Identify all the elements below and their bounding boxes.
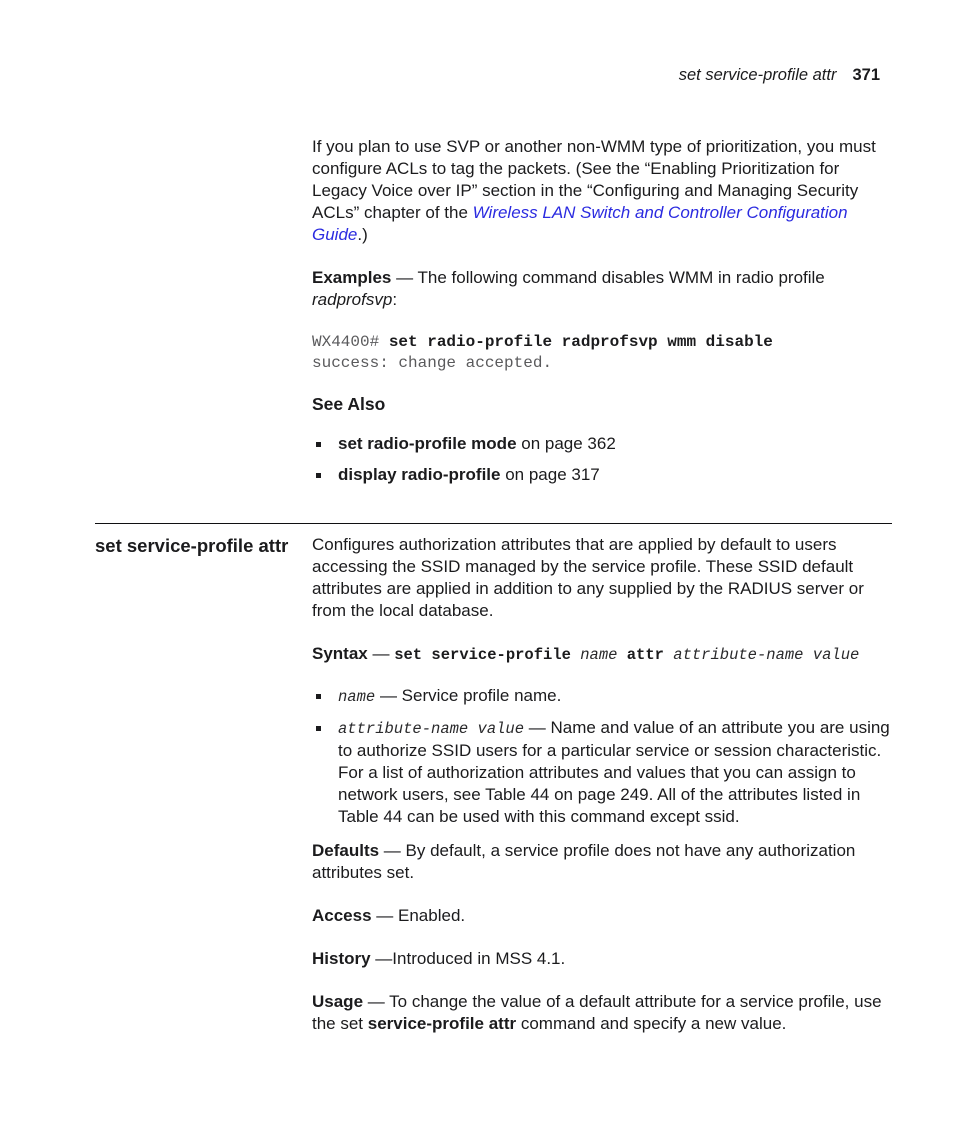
- parameter-description: Service profile name.: [401, 686, 562, 705]
- bullet-icon: [316, 473, 321, 478]
- referenced-command[interactable]: display radio-profile: [338, 465, 501, 484]
- parameter-dash: —: [375, 686, 402, 705]
- usage-label: Usage: [312, 992, 364, 1011]
- section-divider: [95, 523, 892, 524]
- syntax-keyword: attr: [626, 646, 674, 664]
- see-also-heading: See Also: [312, 394, 386, 414]
- bullet-icon: [316, 726, 321, 731]
- see-also-list: [312, 433, 892, 486]
- intro-text-end: .): [357, 225, 368, 244]
- parameter-definition: [338, 717, 892, 828]
- usage-paragraph: [312, 991, 892, 1035]
- see-also-reference: [338, 464, 892, 486]
- usage-text: — To change the value of a default attribute for a service profile, use the set: [312, 992, 882, 1033]
- command-heading: set service-profile attr: [95, 535, 289, 556]
- intro-paragraph: [312, 136, 892, 246]
- see-also-reference: [338, 433, 892, 455]
- parameter-description: Name and value of an attribute you are using to authorize SSID users for a particular service or session characteristic. For a list of authorization attributes and values that you can assign to network users, see Table 44 on page 249. All of the attributes listed in Table 44 can be used with this command except ssid.: [338, 718, 890, 826]
- usage-text-end: command and specify a new value.: [516, 1014, 787, 1033]
- defaults-label: Defaults: [312, 841, 380, 860]
- examples-label: Examples: [312, 268, 392, 287]
- command-detail-column: [312, 534, 892, 1056]
- list-item: [312, 433, 892, 455]
- syntax-variable: name: [580, 646, 627, 664]
- syntax-variable: attribute-name value: [673, 646, 860, 664]
- syntax-dash: —: [367, 644, 395, 663]
- referenced-command[interactable]: set radio-profile mode: [338, 434, 517, 453]
- access-paragraph: [312, 905, 892, 927]
- parameter-definition: [338, 685, 892, 708]
- access-label: Access: [312, 906, 372, 925]
- defaults-paragraph: [312, 840, 892, 884]
- access-text: — Enabled.: [371, 906, 466, 925]
- usage-command: service-profile attr: [367, 1014, 517, 1033]
- history-text: —Introduced in MSS 4.1.: [370, 949, 566, 968]
- list-item: [312, 717, 892, 828]
- cli-command: set radio-profile radprofsvp wmm disable: [388, 333, 773, 351]
- intro-text: If you plan to use SVP or another non-WMM type of prioritization, you must configure ACLs to tag the packets. (See the “Enabling Prioritization for Legacy Voice over IP” section in the “Configuring and Managing Security ACLs” chapter of the: [312, 137, 876, 222]
- cli-output-line: success: change accepted.: [312, 354, 553, 372]
- parameter-dash: —: [524, 718, 551, 737]
- cli-command-line: [312, 332, 892, 353]
- command-section: [95, 534, 892, 1056]
- history-label: History: [312, 949, 371, 968]
- command-heading-column: [95, 534, 312, 1056]
- syntax-keyword: set service-profile: [394, 646, 581, 664]
- cli-prompt: WX4400#: [312, 333, 389, 351]
- bullet-icon: [316, 694, 321, 699]
- examples-profile-name: radprofsvp: [312, 290, 393, 309]
- list-item: [312, 685, 892, 708]
- running-title: set service-profile attr: [678, 66, 837, 84]
- cli-example-block: [312, 332, 892, 374]
- examples-text: The following command disables WMM in radio profile: [417, 268, 825, 287]
- previous-section-continuation: [312, 136, 892, 495]
- history-paragraph: [312, 948, 892, 970]
- reference-page: on page 317: [500, 465, 600, 484]
- examples-colon: :: [392, 290, 398, 309]
- parameter-name: name: [338, 688, 376, 706]
- command-description: Configures authorization attributes that are applied by default to users accessing the SSID managed by the service profile. These SSID default attributes are applied in addition to any supplied by the RADIUS server or from the local database.: [312, 535, 864, 620]
- parameter-name: attribute-name value: [338, 720, 525, 738]
- reference-page: on page 362: [516, 434, 616, 453]
- page-number: 371: [852, 66, 880, 84]
- examples-dash: —: [391, 268, 418, 287]
- list-item: [312, 464, 892, 486]
- config-guide-link[interactable]: Wireless LAN Switch and Controller Configuration Guide: [312, 203, 848, 244]
- syntax-label: Syntax: [312, 644, 368, 663]
- running-header: [679, 66, 880, 85]
- bullet-icon: [316, 442, 321, 447]
- examples-paragraph: [312, 267, 892, 311]
- defaults-text: — By default, a service profile does not have any authorization attributes set.: [312, 841, 856, 882]
- parameter-list: [312, 685, 892, 828]
- syntax-paragraph: [312, 643, 892, 666]
